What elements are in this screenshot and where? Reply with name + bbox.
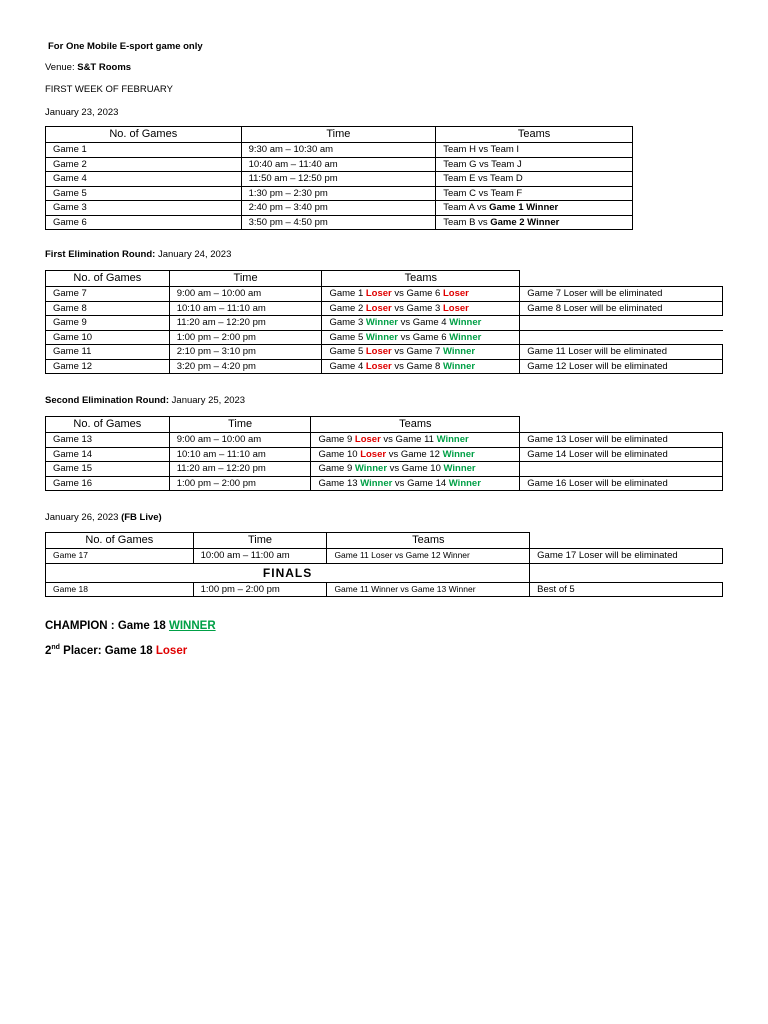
col-header-time: Time	[241, 127, 436, 143]
time-cell: 3:50 pm – 4:50 pm	[241, 215, 436, 230]
champion-value: WINNER	[168, 620, 216, 632]
fb-live-label: (FB Live)	[121, 512, 162, 523]
note-cell: Game 7 Loser will be eliminated	[520, 287, 723, 302]
teams-text: vs Game 10	[387, 463, 444, 474]
table-row	[46, 301, 723, 316]
table-row	[46, 476, 723, 491]
teams-text: vs Game 4	[397, 317, 450, 328]
game-cell: Game 2	[46, 157, 242, 172]
schedule-table-jan24	[45, 270, 723, 374]
time-cell: 1:00 pm – 2:00 pm	[169, 330, 322, 345]
result-loser: Loser	[354, 434, 381, 445]
second-label-suffix: nd	[51, 644, 60, 651]
teams-cell	[322, 330, 520, 345]
section3-label: Second Elimination Round:	[45, 395, 172, 406]
section4-date: January 26, 2023	[45, 512, 122, 523]
table-row	[46, 287, 723, 302]
schedule-table-jan25	[45, 416, 723, 491]
teams-text: vs Game 14	[392, 477, 449, 489]
result-winner: Winner	[365, 317, 398, 328]
game-cell: Game 5	[46, 186, 242, 201]
second-placer-line	[45, 644, 187, 657]
table-header	[46, 417, 723, 433]
game-cell: Game 9	[46, 316, 170, 331]
result-loser: Loser	[442, 302, 469, 314]
teams-text: vs Game 7	[391, 346, 443, 357]
result-winner: Winner	[449, 317, 482, 328]
col-header-games: No. of Games	[46, 533, 194, 549]
result-loser: Loser	[360, 448, 387, 460]
note-cell: Game 13 Loser will be eliminated	[520, 433, 723, 448]
result-loser: Loser	[365, 288, 392, 299]
section4-title	[45, 512, 162, 523]
teams-cell: Team H vs Team I	[436, 143, 633, 158]
table-row	[46, 462, 723, 477]
time-cell: 9:00 am – 10:00 am	[169, 287, 322, 302]
teams-text: Game 2	[329, 302, 366, 314]
table-row	[46, 345, 723, 360]
table-header	[46, 127, 633, 143]
teams-text: Game 5	[329, 331, 366, 343]
teams-text: Game 4	[329, 360, 366, 372]
table-row	[46, 201, 633, 216]
section3-title	[45, 395, 245, 406]
game-cell: Game 18	[46, 582, 194, 597]
event-subtitle: For One Mobile E-sport game only	[48, 41, 203, 52]
time-cell: 10:10 am – 11:10 am	[169, 301, 322, 316]
result-winner: Winner	[442, 448, 475, 460]
teams-cell	[311, 433, 520, 448]
empty-cell	[520, 330, 723, 345]
teams-cell: Team C vs Team F	[436, 186, 633, 201]
col-header-teams: Teams	[327, 533, 530, 549]
venue-value: S&T Rooms	[77, 62, 132, 73]
game-cell: Game 15	[46, 462, 170, 477]
teams-text: Game 9	[318, 463, 355, 474]
time-cell: 11:50 am – 12:50 pm	[241, 172, 436, 187]
teams-cell	[311, 476, 520, 491]
game-cell: Game 12	[46, 359, 170, 374]
time-cell: 10:10 am – 11:10 am	[169, 447, 311, 462]
table-row	[46, 330, 723, 345]
col-header-teams: Teams	[322, 271, 520, 287]
game-cell: Game 6	[46, 215, 242, 230]
col-header-time: Time	[169, 417, 311, 433]
teams-cell: Team E vs Team D	[436, 172, 633, 187]
venue-line	[45, 62, 131, 73]
result-winner: Winner	[436, 434, 469, 445]
note-cell: Game 14 Loser will be eliminated	[520, 447, 723, 462]
empty-cell	[520, 271, 723, 287]
empty-cell	[530, 563, 723, 582]
time-cell: 9:30 am – 10:30 am	[241, 143, 436, 158]
table-row	[46, 215, 633, 230]
teams-cell	[322, 316, 520, 331]
result-winner: Winner	[449, 331, 482, 343]
teams-text: vs Game 12	[386, 448, 443, 460]
time-cell: 1:00 pm – 2:00 pm	[169, 476, 311, 491]
time-cell: 2:10 pm – 3:10 pm	[169, 345, 322, 360]
time-cell: 2:40 pm – 3:40 pm	[241, 201, 436, 216]
game-cell: Game 14	[46, 447, 170, 462]
game-cell: Game 8	[46, 301, 170, 316]
note-cell: Game 11 Loser will be eliminated	[520, 345, 723, 360]
teams-cell	[311, 462, 520, 477]
result-loser: Loser	[365, 302, 392, 314]
game-cell: Game 17	[46, 549, 194, 564]
teams-cell	[311, 447, 520, 462]
time-cell: 3:20 pm – 4:20 pm	[169, 359, 322, 374]
result-winner: Winner	[365, 331, 398, 343]
empty-cell	[520, 316, 723, 331]
time-cell: 10:40 am – 11:40 am	[241, 157, 436, 172]
result-winner: Winner	[443, 463, 476, 474]
venue-label: Venue:	[45, 62, 78, 73]
teams-cell	[436, 201, 633, 216]
time-cell: 9:00 am – 10:00 am	[169, 433, 311, 448]
finals-label: FINALS	[46, 563, 530, 582]
time-cell: 11:20 am – 12:20 pm	[169, 316, 322, 331]
col-header-teams: Teams	[436, 127, 633, 143]
result-winner: Winner	[354, 463, 388, 474]
col-header-games: No. of Games	[46, 127, 242, 143]
result-loser: Loser	[365, 346, 392, 357]
teams-cell	[322, 301, 520, 316]
champion-label: CHAMPION : Game 18	[45, 620, 169, 632]
game-cell: Game 4	[46, 172, 242, 187]
game-cell: Game 10	[46, 330, 170, 345]
teams-text: Team A vs	[443, 202, 490, 213]
teams-bold: Game 1 Winner	[489, 202, 559, 213]
table-row	[46, 359, 723, 374]
teams-text: vs Game 6	[397, 331, 450, 343]
table-row	[46, 582, 723, 597]
game-cell: Game 11	[46, 345, 170, 360]
table-row	[46, 157, 633, 172]
second-label: Placer: Game 18	[59, 644, 156, 657]
table-row	[46, 549, 723, 564]
empty-cell	[520, 417, 723, 433]
teams-text: Game 9	[318, 434, 355, 445]
teams-cell: Game 11 Winner vs Game 13 Winner	[327, 582, 530, 597]
schedule-table-jan23	[45, 126, 633, 230]
table-row	[46, 186, 633, 201]
second-label-num: 2	[45, 644, 52, 657]
result-winner: Winner	[442, 360, 476, 372]
result-winner: Winner	[360, 477, 393, 489]
table-row	[46, 316, 723, 331]
teams-text: Team B vs	[443, 216, 491, 228]
teams-cell	[322, 345, 520, 360]
table-header	[46, 533, 723, 549]
game-cell: Game 1	[46, 143, 242, 158]
schedule-table-jan26	[45, 532, 723, 597]
game-cell: Game 3	[46, 201, 242, 216]
teams-text: vs Game 6	[391, 288, 443, 299]
result-winner: Winner	[442, 346, 476, 357]
table-row	[46, 172, 633, 187]
teams-cell: Game 11 Loser vs Game 12 Winner	[327, 549, 530, 564]
col-header-teams: Teams	[311, 417, 520, 433]
time-cell: 10:00 am – 11:00 am	[193, 549, 327, 564]
week-label: FIRST WEEK OF FEBRUARY	[45, 84, 173, 95]
teams-text: vs Game 8	[391, 360, 443, 372]
section2-label: First Elimination Round:	[45, 249, 158, 260]
time-cell: 11:20 am – 12:20 pm	[169, 462, 311, 477]
teams-cell	[322, 287, 520, 302]
teams-text: vs Game 3	[391, 302, 443, 314]
section3-date: January 25, 2023	[171, 395, 246, 406]
game-cell: Game 7	[46, 287, 170, 302]
time-cell: 1:00 pm – 2:00 pm	[193, 582, 327, 597]
table-header	[46, 271, 723, 287]
empty-cell	[530, 533, 723, 549]
teams-cell	[322, 359, 520, 374]
result-loser: Loser	[365, 360, 392, 372]
teams-text: Game 3	[329, 317, 366, 328]
table-row	[46, 447, 723, 462]
col-header-games: No. of Games	[46, 417, 170, 433]
game-cell: Game 13	[46, 433, 170, 448]
second-value: Loser	[155, 644, 188, 657]
finals-row	[46, 563, 723, 582]
teams-text: Game 1	[329, 288, 366, 299]
table-row	[46, 143, 633, 158]
col-header-games: No. of Games	[46, 271, 170, 287]
note-cell: Game 12 Loser will be eliminated	[520, 359, 723, 374]
note-cell: Best of 5	[530, 582, 723, 597]
teams-cell	[436, 215, 633, 230]
result-winner: Winner	[448, 477, 481, 489]
col-header-time: Time	[193, 533, 327, 549]
teams-text: vs Game 11	[380, 434, 437, 445]
champion-line	[45, 620, 216, 632]
note-cell: Game 8 Loser will be eliminated	[520, 301, 723, 316]
section1-date: January 23, 2023	[45, 107, 119, 118]
section2-title	[45, 249, 231, 260]
note-cell: Game 17 Loser will be eliminated	[530, 549, 723, 564]
table-row	[46, 433, 723, 448]
empty-cell	[520, 462, 723, 477]
teams-text: Game 13	[318, 477, 361, 489]
teams-text: Game 10	[318, 448, 361, 460]
result-loser: Loser	[442, 288, 469, 299]
teams-text: Game 5	[329, 346, 366, 357]
game-cell: Game 16	[46, 476, 170, 491]
teams-bold: Game 2 Winner	[490, 216, 560, 228]
note-cell: Game 16 Loser will be eliminated	[520, 476, 723, 491]
teams-cell: Team G vs Team J	[436, 157, 633, 172]
time-cell: 1:30 pm – 2:30 pm	[241, 186, 436, 201]
col-header-time: Time	[169, 271, 322, 287]
section2-date: January 24, 2023	[157, 249, 232, 260]
